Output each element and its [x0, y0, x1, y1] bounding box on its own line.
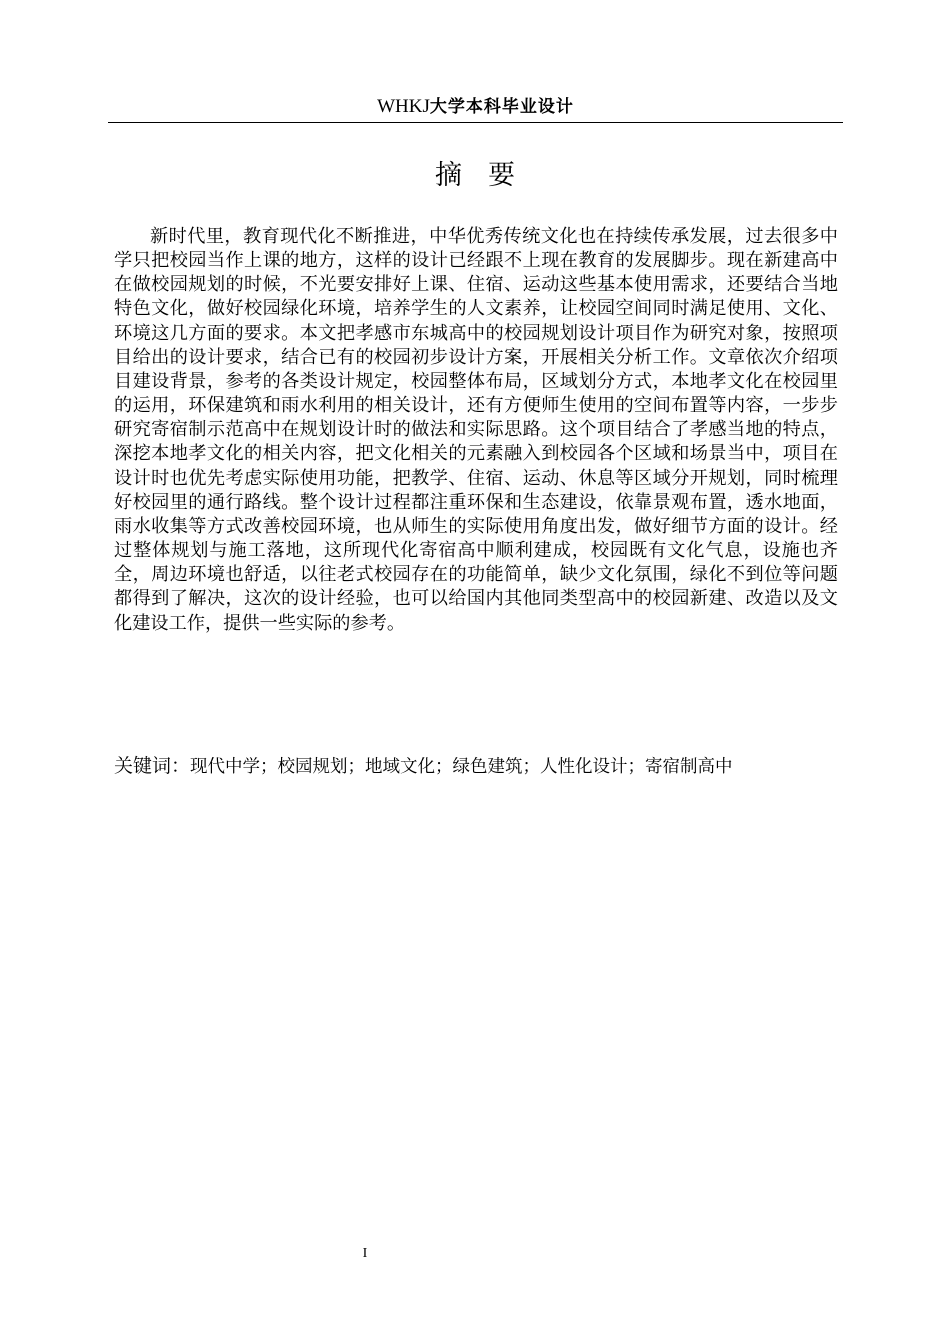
- abstract-heading: [0, 158, 950, 194]
- keywords-list: 现代中学；校园规划；地域文化；绿色建筑；人性化设计；寄宿制高中: [190, 757, 733, 777]
- header-prefix: WHKJ: [377, 96, 430, 117]
- page-number: I: [362, 1246, 368, 1261]
- page-header: [108, 92, 843, 122]
- keywords-line: [114, 753, 838, 780]
- abstract-body: 新时代里，教育现代化不断推进，中华优秀传统文化也在持续传承发展，过去很多中学只把校园当作上课的地方，这样的设计已经跟不上现在教育的发展脚步。现在新建高中在做校园规划的时候，不光要安排好上课、住宿、运动这些基本使用需求，还要结合当地特色文化，做好校园绿化环境，培养学生的人文素养，让校园空间同时满足使用、文化、环境这几方面的要求。本文把孝感市东城高中的校园规划设计项目作为研究对象，按照项目给出的设计要求，结合已有的校园初步设计方案，开展相关分析工作。文章依次介绍项目建设背景，参考的各类设计规定，校园整体布局，区域划分方式，本地孝文化在校园里的运用，环保建筑和雨水利用的相关设计，还有方便师生使用的空间布置等内容，一步步研究寄宿制示范高中在规划设计时的做法和实际思路。这个项目结合了孝感当地的特点，深挖本地孝文化的相关内容，把文化相关的元素融入到校园各个区域和场景当中，项目在设计时也优先考虑实际使用功能，把教学、住宿、运动、休息等区域分开规划，同时梳理好校园里的通行路线。整个设计过程都注重环保和生态建设，依靠景观布置，透水地面，雨水收集等方式改善校园环境，也从师生的实际使用角度出发，做好细节方面的设计。经过整体规划与施工落地，这所现代化寄宿高中顺利建成，校园既有文化气息，设施也齐全，周边环境也舒适，以往老式校园存在的功能简单，缺少文化氛围，绿化不到位等问题都得到了解决，这次的设计经验，也可以给国内其他同类型高中的校园新建、改造以及文化建设工作，提供一些实际的参考。: [114, 226, 838, 634]
- keywords-label: 关键词：: [114, 755, 191, 777]
- abstract-heading-char-2: 要: [488, 160, 515, 191]
- header-title: 大学本科毕业设计: [429, 97, 574, 117]
- header-rule: [108, 122, 843, 123]
- abstract-heading-char-1: 摘: [435, 160, 462, 191]
